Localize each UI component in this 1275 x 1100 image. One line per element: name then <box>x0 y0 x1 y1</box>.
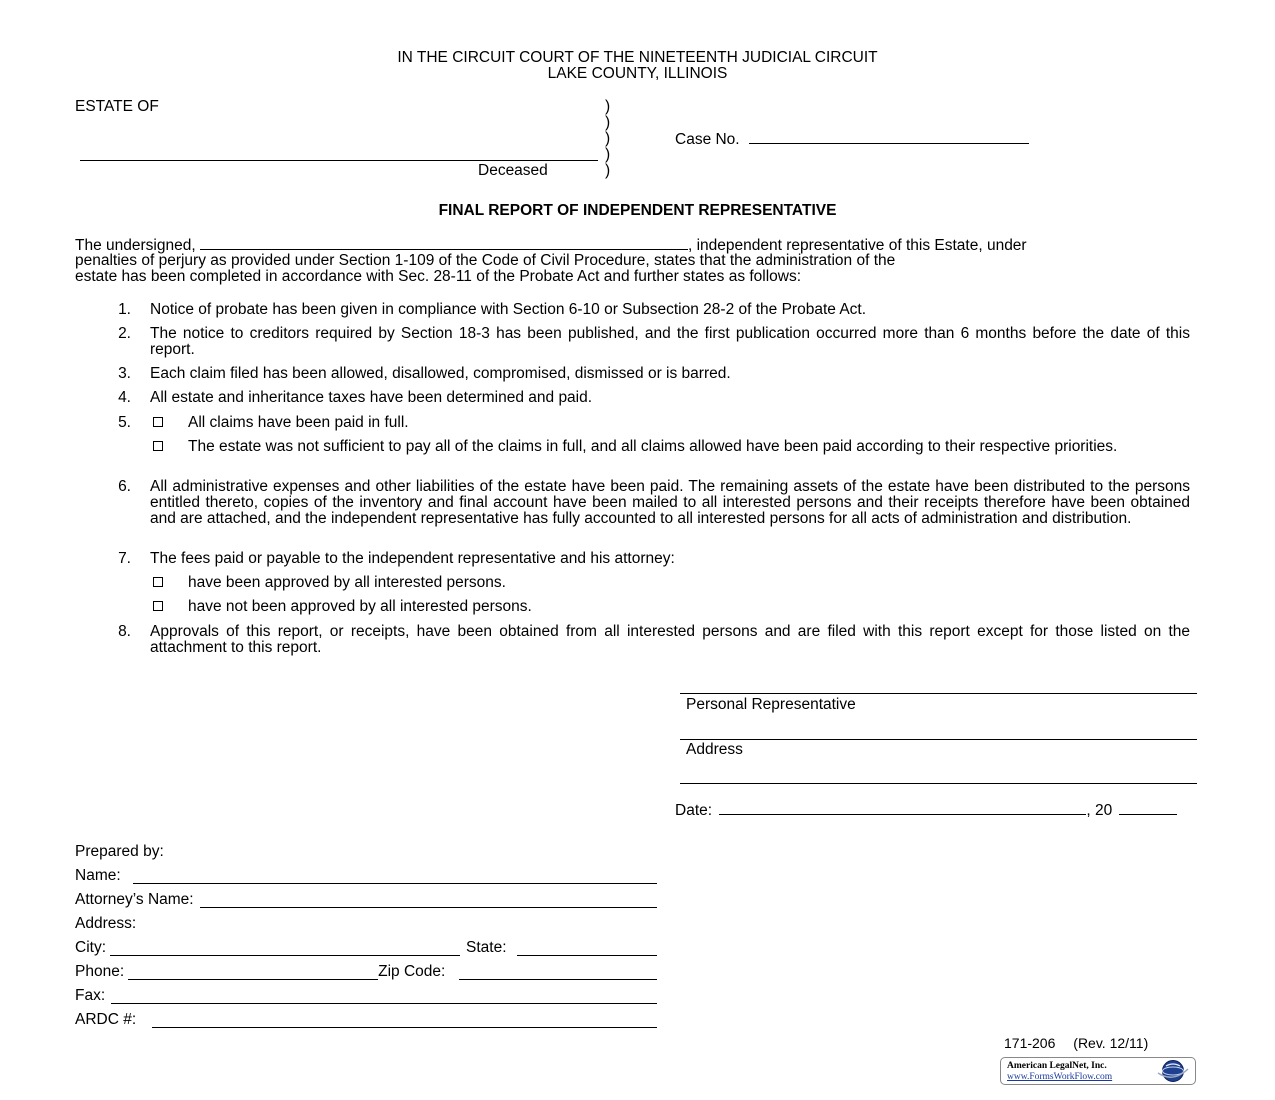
checkbox-label: have been approved by all interested persons. <box>188 574 506 591</box>
deceased-label: Deceased <box>478 162 548 179</box>
case-no-field[interactable] <box>749 131 1029 144</box>
checkbox-label: The estate was not sufficient to pay all of the claims in full, and all claims allowed have been paid according to their respective priorities. <box>188 438 1118 455</box>
address-label: Address <box>686 741 743 758</box>
form-number: 171-206 <box>1004 1035 1056 1051</box>
court-county: LAKE COUNTY, ILLINOIS <box>547 65 728 82</box>
checkbox-label: All claims have been paid in full. <box>188 414 409 431</box>
intro-line-2: penalties of perjury as provided under Section 1-109 of the Code of Civil Procedure, states that the administration of the <box>75 252 896 269</box>
name-field[interactable] <box>133 871 657 884</box>
estate-insufficient-checkbox[interactable] <box>153 441 163 451</box>
caption-paren: ) <box>605 162 611 179</box>
legalnet-logo <box>1000 1057 1196 1085</box>
item-number: 3. <box>118 365 131 382</box>
date-label: Date: <box>675 802 713 819</box>
logo-company: American LegalNet, Inc. <box>1007 1061 1107 1071</box>
intro-lead: The undersigned, <box>75 237 196 254</box>
phone-field[interactable] <box>128 967 378 980</box>
item-text: All estate and inheritance taxes have been determined and paid. <box>150 389 593 406</box>
logo-url[interactable]: www.FormsWorkFlow.com <box>1007 1072 1113 1082</box>
prepared-by-heading: Prepared by: <box>75 843 164 860</box>
ardc-label: ARDC #: <box>75 1011 137 1028</box>
name-label: Name: <box>75 867 121 884</box>
item-number: 7. <box>118 550 131 567</box>
case-no-label: Case No. <box>675 131 740 148</box>
item-text: Approvals of this report, or receipts, have been obtained from all interested persons and are filed with this report except for those listed on the attachment to this report. <box>150 623 1190 656</box>
date-field[interactable] <box>719 802 1086 815</box>
address-label: Address: <box>75 915 137 932</box>
item-text: Each claim filed has been allowed, disallowed, compromised, dismissed or is barred. <box>150 365 731 382</box>
claims-paid-checkbox[interactable] <box>153 417 163 427</box>
item-text: All administrative expenses and other liabilities of the estate have been paid. The remaining assets of the estate have been distributed to the persons entitled thereto, copies of the inventory and final account have been mailed to all interested persons and their receipts therefore have been obtained and are attached, and the independent representative has fully accounted to all interested persons for all acts of administration and distribution. <box>150 478 1190 527</box>
fees-not-approved-checkbox[interactable] <box>153 601 163 611</box>
state-label: State: <box>466 939 507 956</box>
item-number: 2. <box>118 325 131 342</box>
ardc-field[interactable] <box>152 1015 657 1028</box>
item-text: Notice of probate has been given in compliance with Section 6-10 or Subsection 28-2 of the Probate Act. <box>150 301 867 318</box>
item-number: 4. <box>118 389 131 406</box>
item-number: 8. <box>118 623 131 640</box>
item-number: 5. <box>118 414 131 431</box>
year-field[interactable] <box>1119 802 1177 815</box>
decedent-name-line[interactable] <box>80 160 598 161</box>
court-heading: IN THE CIRCUIT COURT OF THE NINETEENTH JUDICIAL CIRCUIT <box>397 49 878 66</box>
city-field[interactable] <box>110 943 460 956</box>
fax-label: Fax: <box>75 987 106 1004</box>
zip-code-field[interactable] <box>459 967 657 980</box>
year-prefix: , 20 <box>1086 802 1113 819</box>
personal-representative-signature-line[interactable] <box>680 693 1197 694</box>
item-text: The notice to creditors required by Section 18-3 has been published, and the first publication occurred more than 6 months before the date of this report. <box>150 325 1190 358</box>
personal-representative-label: Personal Representative <box>686 696 856 713</box>
caption-paren: ) <box>605 98 611 115</box>
caption-paren: ) <box>605 130 611 147</box>
item-number: 1. <box>118 301 131 318</box>
intro-after-blank: , independent representative of this Estate, under <box>687 237 1027 254</box>
globe-icon <box>1155 1059 1191 1083</box>
estate-of-label: ESTATE OF <box>75 98 159 115</box>
fees-approved-checkbox[interactable] <box>153 577 163 587</box>
zip-code-label: Zip Code: <box>378 963 446 980</box>
intro-line-3: estate has been completed in accordance with Sec. 28-11 of the Probate Act and further states as follows: <box>75 268 802 285</box>
caption-paren: ) <box>605 146 611 163</box>
phone-label: Phone: <box>75 963 125 980</box>
caption-paren: ) <box>605 114 611 131</box>
item-text: The fees paid or payable to the independent representative and his attorney: <box>150 550 675 567</box>
form-revision: (Rev. 12/11) <box>1073 1035 1149 1051</box>
state-field[interactable] <box>517 943 658 956</box>
attorney-name-field[interactable] <box>200 895 657 908</box>
fax-field[interactable] <box>111 991 657 1004</box>
checkbox-label: have not been approved by all interested persons. <box>188 598 532 615</box>
representative-name-field[interactable] <box>200 237 688 250</box>
form-title: FINAL REPORT OF INDEPENDENT REPRESENTATIVE <box>438 202 837 219</box>
address-line[interactable] <box>680 739 1197 740</box>
address-line-2[interactable] <box>680 783 1197 784</box>
item-number: 6. <box>118 478 131 495</box>
city-label: City: <box>75 939 106 956</box>
attorney-name-label: Attorney’s Name: <box>75 891 194 908</box>
